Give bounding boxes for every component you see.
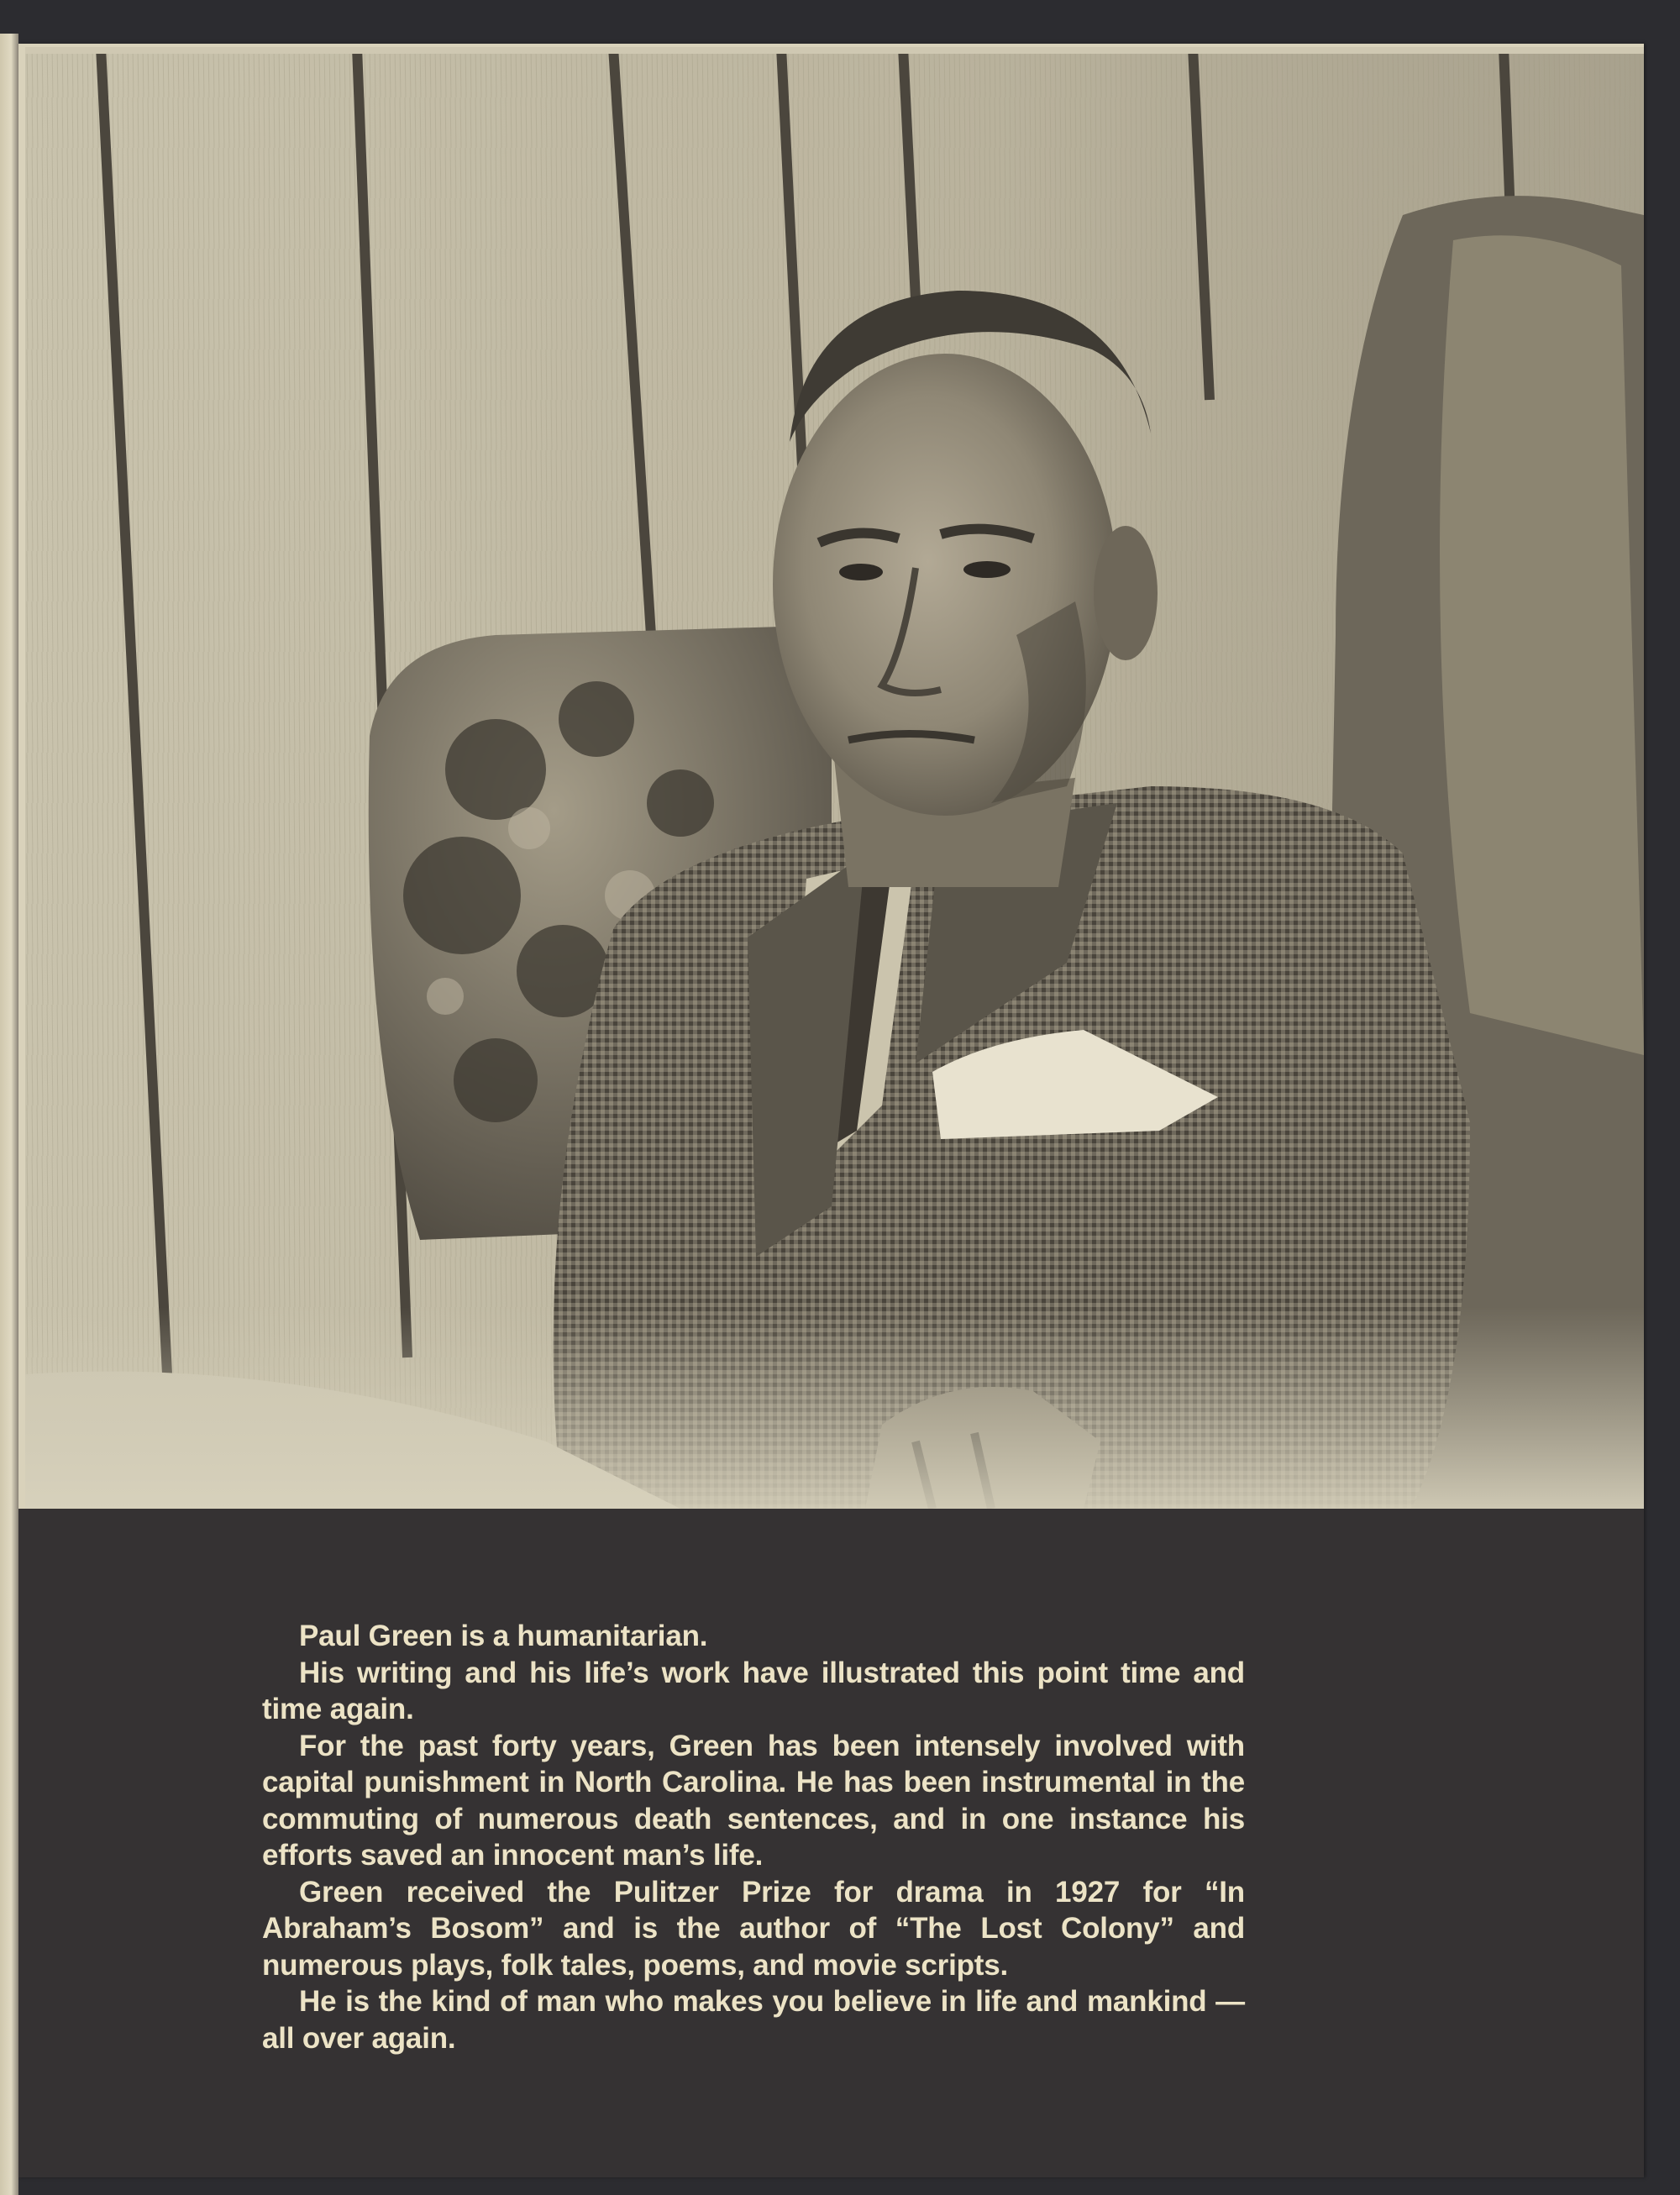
caption-paragraph: He is the kind of man who makes you believe in life and mankind — all over again. <box>262 1985 1245 2055</box>
portrait-photo-illustration <box>25 47 1644 1509</box>
caption-panel <box>18 1509 1644 2177</box>
caption-paragraph: For the past forty years, Green has been intensely involved with capital punishment in North Carolina. He has been instrumental in the commuting of numerous death sentences, and in one instance his efforts saved an innocent man’s life. <box>262 1729 1245 1872</box>
caption-paragraph: His writing and his life’s work have illustrated this point time and time again. <box>262 1656 1245 1725</box>
facing-page-edge <box>0 34 18 2195</box>
caption-paragraph: Paul Green is a humanitarian. <box>299 1620 708 1652</box>
caption-text <box>262 1618 1245 2056</box>
caption-paragraph: Green received the Pulitzer Prize for drama in 1927 for “In Abraham’s Bosom” and is the author of “The Lost Colony” and numerous plays, folk tales, poems, and movie scripts. <box>262 1875 1245 1982</box>
magazine-page <box>18 44 1644 2177</box>
portrait-photo <box>25 47 1644 1509</box>
